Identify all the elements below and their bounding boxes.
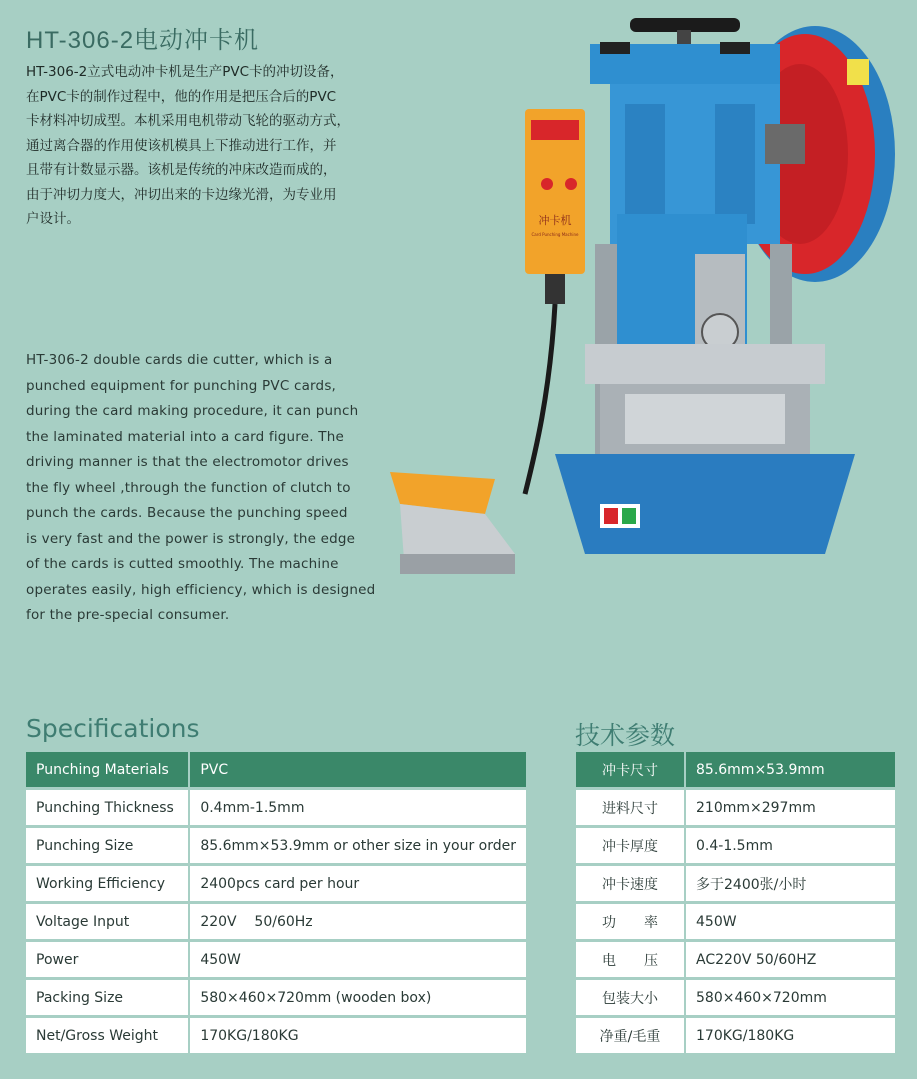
spec-label: Punching Materials bbox=[26, 752, 190, 790]
table-row bbox=[576, 866, 895, 904]
spec-label: Voltage Input bbox=[26, 904, 190, 942]
table-row bbox=[576, 980, 895, 1018]
description-en-line: operates easily, high efficiency, which is designed bbox=[26, 581, 376, 598]
param-label: 冲卡尺寸 bbox=[576, 752, 686, 790]
table-row bbox=[576, 904, 895, 942]
control-box-label-cn: 冲卡机 bbox=[538, 214, 572, 227]
table-row bbox=[26, 904, 526, 942]
description-cn-line: 由于冲切力度大，冲切出来的卡边缘光滑，为专业用 bbox=[26, 186, 337, 203]
param-value: 多于2400张/小时 bbox=[686, 866, 895, 904]
param-label: 进料尺寸 bbox=[576, 790, 686, 828]
description-en-line: punched equipment for punching PVC cards, bbox=[26, 377, 337, 394]
counter-display bbox=[531, 120, 579, 140]
spec-label: Working Efficiency bbox=[26, 866, 190, 904]
table-row bbox=[26, 752, 526, 790]
param-value: 170KG/180KG bbox=[686, 1018, 895, 1056]
description-en-line: during the card making procedure, it can punch bbox=[26, 403, 359, 419]
description-en-line: is very fast and the power is strongly, the edge bbox=[26, 530, 356, 547]
table-row bbox=[576, 1018, 895, 1056]
param-value: 580×460×720mm bbox=[686, 980, 895, 1018]
description-cn-line: 卡材料冲切成型。本机采用电机带动飞轮的驱动方式， bbox=[26, 113, 350, 129]
description-cn-line: 在PVC卡的制作过程中，他的作用是把压合后的PVC bbox=[26, 88, 337, 105]
description-cn-line: 户设计。 bbox=[26, 211, 80, 227]
control-box-label-en: Card Punching Machine bbox=[531, 232, 579, 237]
param-label: 冲卡速度 bbox=[576, 866, 686, 904]
description-en bbox=[26, 348, 376, 629]
description-en-line: of the cards is cutted smoothly. The machine bbox=[26, 556, 339, 572]
table-row bbox=[576, 828, 895, 866]
spec-label: Packing Size bbox=[26, 980, 190, 1018]
description-en-line: HT-306-2 double cards die cutter, which is a bbox=[26, 352, 333, 368]
param-value: 210mm×297mm bbox=[686, 790, 895, 828]
table-row bbox=[26, 790, 526, 828]
table-row bbox=[26, 980, 526, 1018]
description-en-line: the fly wheel ,through the function of clutch to bbox=[26, 479, 351, 496]
table-row bbox=[26, 942, 526, 980]
description-cn-line: HT-306-2立式电动冲卡机是生产PVC卡的冲切设备， bbox=[26, 64, 344, 80]
tech-params-title: 技术参数 bbox=[575, 721, 676, 750]
spec-label: Net/Gross Weight bbox=[26, 1018, 190, 1056]
specifications-table bbox=[26, 752, 526, 1056]
description-en-line: the laminated material into a card figure. The bbox=[26, 428, 344, 445]
specifications-title: Specifications bbox=[26, 714, 200, 743]
param-value: 85.6mm×53.9mm bbox=[686, 752, 895, 790]
table-row bbox=[576, 752, 895, 790]
foot-pedal-cable bbox=[525, 304, 555, 494]
table-row bbox=[26, 1018, 526, 1056]
spec-label: Power bbox=[26, 942, 190, 980]
tech-params-table bbox=[576, 752, 895, 1056]
table-row bbox=[26, 828, 526, 866]
table-row bbox=[576, 790, 895, 828]
param-label: 功 率 bbox=[576, 904, 686, 942]
foot-pedal bbox=[390, 472, 515, 574]
table-row bbox=[576, 942, 895, 980]
handwheel bbox=[630, 18, 740, 32]
param-label: 包装大小 bbox=[576, 980, 686, 1018]
description-cn bbox=[26, 60, 371, 232]
card-punching-machine-image bbox=[385, 14, 905, 614]
spec-label: Punching Size bbox=[26, 828, 190, 866]
spec-value: 450W bbox=[190, 942, 526, 980]
description-cn-line: 且带有计数显示器。该机是传统的冲床改造而成的， bbox=[26, 162, 337, 178]
die-upper-plate bbox=[585, 344, 825, 384]
spec-value: 220V 50/60Hz bbox=[190, 904, 526, 942]
description-en-line: for the pre-special consumer. bbox=[26, 607, 230, 623]
description-en-line: punch the cards. Because the punching speed bbox=[26, 505, 348, 521]
spec-value: PVC bbox=[190, 752, 526, 790]
spec-value: 0.4mm-1.5mm bbox=[190, 790, 526, 828]
spec-value: 580×460×720mm (wooden box) bbox=[190, 980, 526, 1018]
description-en-line: driving manner is that the electromotor drives bbox=[26, 454, 349, 470]
param-value: AC220V 50/60HZ bbox=[686, 942, 895, 980]
table-row bbox=[26, 866, 526, 904]
param-label: 电 压 bbox=[576, 942, 686, 980]
spec-label: Punching Thickness bbox=[26, 790, 190, 828]
param-label: 冲卡厚度 bbox=[576, 828, 686, 866]
param-label: 净重/毛重 bbox=[576, 1018, 686, 1056]
spec-value: 2400pcs card per hour bbox=[190, 866, 526, 904]
page-title: HT-306-2电动冲卡机 bbox=[26, 27, 260, 54]
spec-value: 170KG/180KG bbox=[190, 1018, 526, 1056]
param-value: 450W bbox=[686, 904, 895, 942]
spec-value: 85.6mm×53.9mm or other size in your order bbox=[190, 828, 526, 866]
param-value: 0.4-1.5mm bbox=[686, 828, 895, 866]
description-cn-line: 通过离合器的作用使该机模具上下推动进行工作，并 bbox=[26, 137, 337, 154]
